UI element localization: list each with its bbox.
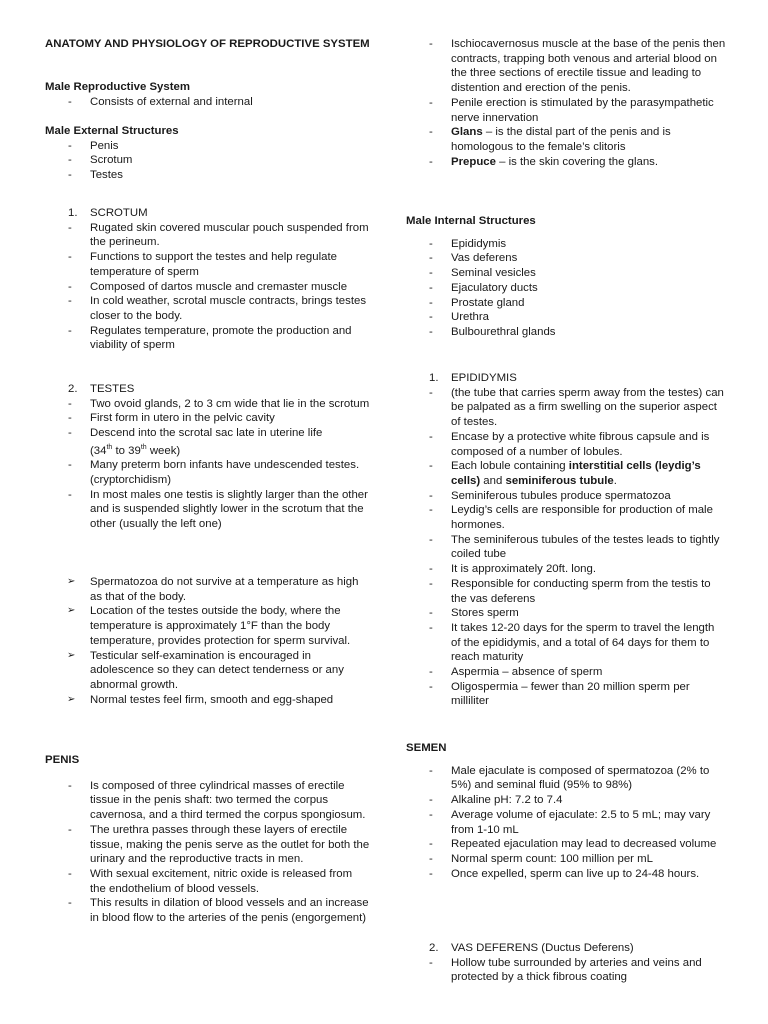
semen-heading: SEMEN: [406, 742, 447, 754]
list-item: - Stores sperm: [406, 606, 726, 621]
list-item: - Composed of dartos muscle and cremaster muscle: [45, 280, 370, 295]
list-item: - Repeated ejaculation may lead to decreased volume: [406, 837, 726, 852]
list-item: - Once expelled, sperm can live up to 24-48 hours.: [406, 867, 726, 882]
list-item: - Seminiferous tubules produce spermatozoa: [406, 489, 726, 504]
list-item: - Ischiocavernosus muscle at the base of the penis then contracts, trapping both venous and arterial blood on the three sections of erectile tissue and leading to distention and erection of the penis.: [406, 37, 726, 96]
arrow-list-item: ➢ Normal testes feel firm, smooth and egg-shaped: [45, 693, 370, 708]
list-item: - Regulates temperature, promote the production and viability of sperm: [45, 324, 370, 353]
list-item: - Average volume of ejaculate: 2.5 to 5 mL; may vary from 1-10 mL: [406, 808, 726, 837]
arrow-list-item: ➢ Testicular self-examination is encouraged in adolescence so they can detect tenderness or any abnormal growth.: [45, 649, 370, 693]
testes-heading-text: TESTES: [90, 383, 135, 395]
list-item: - Bulbourethral glands: [406, 325, 726, 340]
list-item: - Male ejaculate is composed of spermatozoa (2% to 5%) and seminal fluid (95% to 98%): [406, 764, 726, 793]
list-item: - In cold weather, scrotal muscle contracts, brings testes closer to the body.: [45, 294, 370, 323]
list-item: - Rugated skin covered muscular pouch suspended from the perineum.: [45, 221, 370, 250]
list-item: - Encase by a protective white fibrous capsule and is composed of a number of lobules.: [406, 430, 726, 459]
list-item: - Glans – is the distal part of the penis and is homologous to the female’s clitoris: [406, 125, 726, 154]
scrotum-heading: [45, 206, 370, 221]
list-item: - The seminiferous tubules of the testes leads to tightly coiled tube: [406, 533, 726, 562]
list-item: - Aspermia – absence of sperm: [406, 665, 726, 680]
list-item: - Responsible for conducting sperm from the testis to the vas deferens: [406, 577, 726, 606]
list-item: - This results in dilation of blood vessels and an increase in blood flow to the arteries of the penis (engorgement): [45, 896, 370, 925]
penis-heading: PENIS: [45, 754, 80, 766]
epididymis-heading-text: EPIDIDYMIS: [451, 372, 517, 384]
penis-continued-section: [406, 37, 726, 169]
list-item: - Normal sperm count: 100 million per mL: [406, 852, 726, 867]
epididymis-heading: [406, 371, 726, 386]
penis-section: [45, 753, 370, 926]
list-item: - Two ovoid glands, 2 to 3 cm wide that lie in the scrotum: [45, 397, 370, 412]
list-item: - Oligospermia – fewer than 20 million sperm per milliliter: [406, 680, 726, 709]
section-number: 2.: [68, 383, 78, 395]
list-item: - Each lobule containing interstitial cells (leydig’s cells) and seminiferous tubule.: [406, 459, 726, 488]
list-item: - Penis: [45, 139, 370, 154]
male-external-structures-heading: Male External Structures: [45, 125, 179, 137]
list-item: - Prepuce – is the skin covering the glans.: [406, 155, 726, 170]
male-reproductive-system-heading: Male Reproductive System: [45, 81, 190, 93]
scrotum-heading-text: SCROTUM: [90, 207, 148, 219]
list-item: - In most males one testis is slightly larger than the other and is suspended slightly lower in the scrotum that the other (usually the left one): [45, 488, 370, 532]
male-internal-structures-heading: Male Internal Structures: [406, 215, 536, 227]
list-item: - First form in utero in the pelvic cavity: [45, 411, 370, 426]
section-number: 1.: [68, 207, 78, 219]
list-item: - Seminal vesicles: [406, 266, 726, 281]
section-number: 1.: [429, 372, 439, 384]
list-item: - With sexual excitement, nitric oxide is released from the endothelium of blood vessels.: [45, 867, 370, 896]
list-item: - (the tube that carries sperm away from the testes) can be palpated as a firm swelling on the superior aspect of testes.: [406, 386, 726, 430]
list-item: - Is composed of three cylindrical masses of erectile tissue in the penis shaft: two termed the corpus cavernosa, and a third termed the corpus spongiosum.: [45, 779, 370, 823]
list-item: - Urethra: [406, 310, 726, 325]
list-item: - Alkaline pH: 7.2 to 7.4: [406, 793, 726, 808]
arrow-list-item: ➢ Spermatozoa do not survive at a temperature as high as that of the body.: [45, 575, 370, 604]
section-number: 2.: [429, 942, 439, 954]
document-title-section: [45, 37, 370, 52]
list-item: - It takes 12-20 days for the sperm to travel the length of the epididymis, and a total of 64 days for them to reach maturity: [406, 621, 726, 665]
testes-notes-section: [45, 575, 370, 707]
list-item: - Testes: [45, 168, 370, 183]
document-title: ANATOMY AND PHYSIOLOGY OF REPRODUCTIVE SYSTEM: [45, 38, 370, 50]
semen-section: [406, 741, 726, 881]
list-item: - Functions to support the testes and help regulate temperature of sperm: [45, 250, 370, 279]
list-item: - Hollow tube surrounded by arteries and veins and protected by a thick fibrous coating: [406, 956, 726, 985]
vas-deferens-section: [406, 941, 726, 985]
vas-deferens-heading-text: VAS DEFERENS (Ductus Deferens): [451, 942, 634, 954]
epididymis-section: [406, 371, 726, 709]
arrow-list-item: ➢ Location of the testes outside the body, where the temperature is approximately 1°F than the body temperature, provides protection for sperm survival.: [45, 604, 370, 648]
list-item: - Penile erection is stimulated by the parasympathetic nerve innervation: [406, 96, 726, 125]
testes-heading: [45, 382, 370, 397]
male-reproductive-system-section: [45, 80, 370, 109]
testes-section: [45, 382, 370, 532]
list-item: - Leydig’s cells are responsible for production of male hormones.: [406, 503, 726, 532]
male-external-structures-section: [45, 124, 370, 183]
vas-deferens-heading: [406, 941, 726, 956]
list-item: - Consists of external and internal: [45, 95, 370, 110]
list-item: - Scrotum: [45, 153, 370, 168]
male-internal-structures-section: [406, 214, 726, 340]
list-item: - Vas deferens: [406, 251, 726, 266]
list-item: - Ejaculatory ducts: [406, 281, 726, 296]
list-item: - The urethra passes through these layers of erectile tissue, making the penis serve as the outlet for both the urinary and the reproductive tracts in men.: [45, 823, 370, 867]
list-item: - Epididymis: [406, 237, 726, 252]
list-item: - Descend into the scrotal sac late in uterine life (34th to 39th week): [45, 426, 370, 458]
list-item: - It is approximately 20ft. long.: [406, 562, 726, 577]
list-item: - Prostate gland: [406, 296, 726, 311]
list-item: - Many preterm born infants have undescended testes. (cryptorchidism): [45, 458, 370, 487]
scrotum-section: [45, 206, 370, 353]
